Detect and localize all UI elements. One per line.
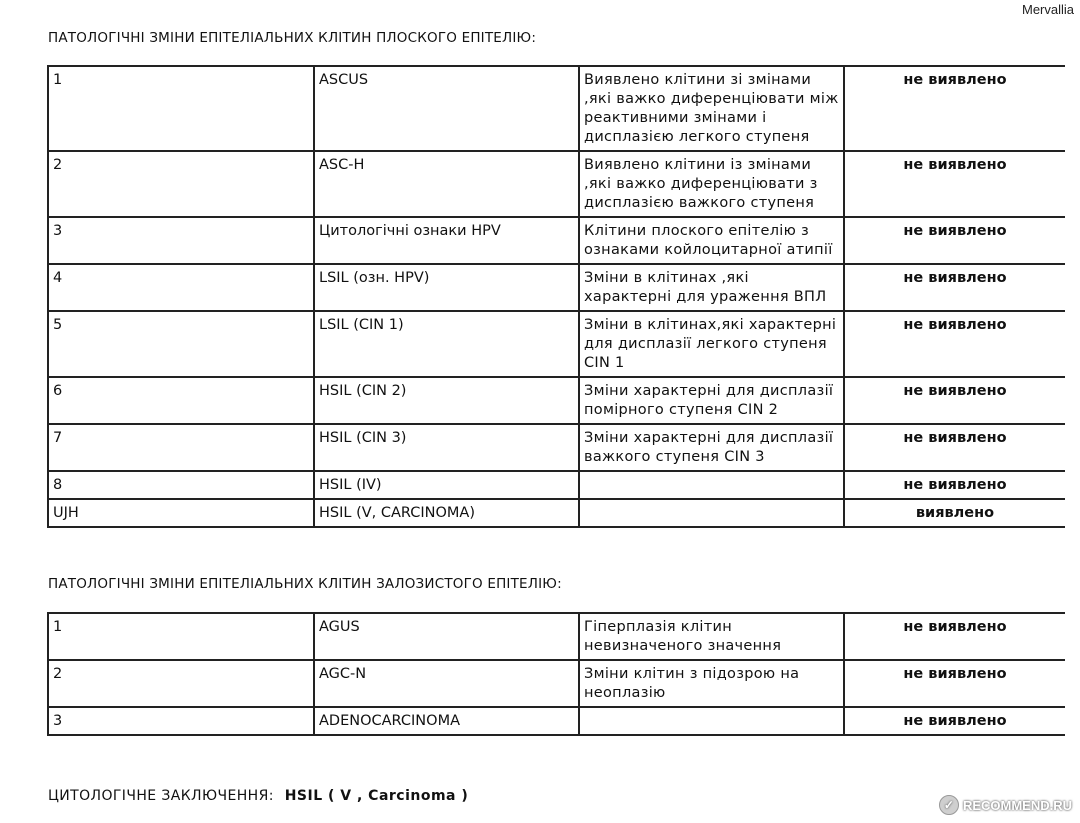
- finding-result: не виявлено: [844, 707, 1065, 735]
- finding-code: HSIL (V, CARCINOMA): [314, 499, 579, 527]
- finding-code: AGC-N: [314, 660, 579, 707]
- recommend-watermark: [939, 795, 1072, 815]
- row-number: 1: [48, 66, 314, 151]
- finding-description: Зміни характерні для дисплазії важкого ступеня CIN 3: [579, 424, 844, 471]
- table-row: [48, 660, 1065, 707]
- finding-result: не виявлено: [844, 424, 1065, 471]
- row-number: 3: [48, 707, 314, 735]
- finding-result: не виявлено: [844, 660, 1065, 707]
- finding-result: виявлено: [844, 499, 1065, 527]
- conclusion-label: ЦИТОЛОГІЧНЕ ЗАКЛЮЧЕННЯ:: [48, 788, 274, 804]
- table-row: [48, 377, 1065, 424]
- table-row: [48, 311, 1065, 377]
- finding-description: Виявлено клітини із змінами ,які важко диференціювати з дисплазією важкого ступеня: [579, 151, 844, 217]
- finding-description: [579, 707, 844, 735]
- row-number: 2: [48, 151, 314, 217]
- finding-code: HSIL (CIN 2): [314, 377, 579, 424]
- finding-result: не виявлено: [844, 311, 1065, 377]
- ok-icon: ✓: [939, 795, 959, 815]
- row-number: 1: [48, 613, 314, 660]
- conclusion-value: HSIL ( V , Carcinoma ): [284, 788, 469, 804]
- table-row: [48, 264, 1065, 311]
- squamous-section-title: ПАТОЛОГІЧНІ ЗМІНИ ЕПІТЕЛІАЛЬНИХ КЛІТИН ПЛОСКОГО ЕПІТЕЛІЮ:: [48, 30, 537, 46]
- row-number: 7: [48, 424, 314, 471]
- finding-code: HSIL (CIN 3): [314, 424, 579, 471]
- row-number: 8: [48, 471, 314, 499]
- finding-code: AGUS: [314, 613, 579, 660]
- finding-description: Гіперплазія клітин невизначеного значення: [579, 613, 844, 660]
- table-row: [48, 217, 1065, 264]
- finding-code: ASC-H: [314, 151, 579, 217]
- finding-result: не виявлено: [844, 151, 1065, 217]
- glandular-section-title: ПАТОЛОГІЧНІ ЗМІНИ ЕПІТЕЛІАЛЬНИХ КЛІТИН ЗАЛОЗИСТОГО ЕПІТЕЛІЮ:: [48, 576, 562, 592]
- table-row: [48, 707, 1065, 735]
- squamous-findings-table: [47, 65, 1065, 528]
- finding-result: не виявлено: [844, 613, 1065, 660]
- table-row: [48, 424, 1065, 471]
- table-row: [48, 151, 1065, 217]
- table-row: [48, 499, 1065, 527]
- finding-description: [579, 471, 844, 499]
- finding-code: HSIL (IV): [314, 471, 579, 499]
- finding-description: Зміни в клітинах ,які характерні для ураження ВПЛ: [579, 264, 844, 311]
- watermark-username: Mervallia: [1021, 2, 1074, 17]
- finding-code: ASCUS: [314, 66, 579, 151]
- table-row: [48, 471, 1065, 499]
- finding-code: ADENOCARCINOMA: [314, 707, 579, 735]
- finding-description: Зміни характерні для дисплазії помірного ступеня CIN 2: [579, 377, 844, 424]
- finding-description: Зміни клітин з підозрою на неоплазію: [579, 660, 844, 707]
- finding-result: не виявлено: [844, 66, 1065, 151]
- row-number: 4: [48, 264, 314, 311]
- cytological-conclusion: [48, 788, 468, 804]
- finding-result: не виявлено: [844, 377, 1065, 424]
- finding-description: [579, 499, 844, 527]
- row-number: UJH: [48, 499, 314, 527]
- finding-description: Клітини плоского епітелію з ознаками койлоцитарної атипії: [579, 217, 844, 264]
- table-row: [48, 613, 1065, 660]
- glandular-findings-table: [47, 612, 1065, 736]
- finding-code: Цитологічні ознаки HPV: [314, 217, 579, 264]
- finding-description: Зміни в клітинах,які характерні для дисплазії легкого ступеня CIN 1: [579, 311, 844, 377]
- finding-result: не виявлено: [844, 471, 1065, 499]
- finding-result: не виявлено: [844, 217, 1065, 264]
- recommend-watermark-text: RECOMMEND.RU: [962, 797, 1072, 813]
- row-number: 6: [48, 377, 314, 424]
- row-number: 2: [48, 660, 314, 707]
- finding-description: Виявлено клітини зі змінами ,які важко диференціювати між реактивними змінами і дисплазією легкого ступеня: [579, 66, 844, 151]
- row-number: 5: [48, 311, 314, 377]
- finding-result: не виявлено: [844, 264, 1065, 311]
- finding-code: LSIL (CIN 1): [314, 311, 579, 377]
- finding-code: LSIL (озн. HPV): [314, 264, 579, 311]
- table-row: [48, 66, 1065, 151]
- row-number: 3: [48, 217, 314, 264]
